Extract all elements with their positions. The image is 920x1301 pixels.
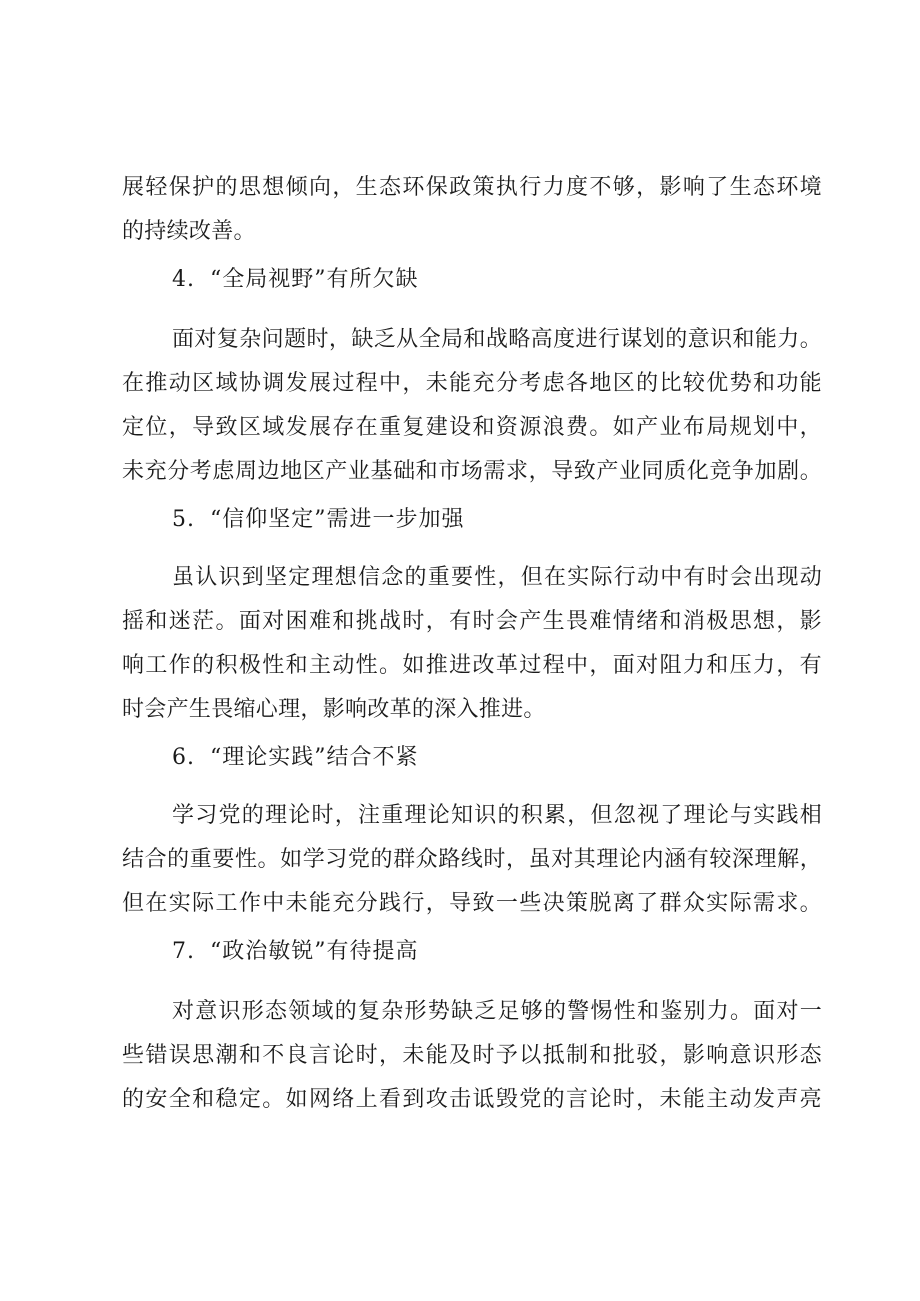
paragraph-line: 的持续改善。	[122, 219, 256, 244]
paragraph-line: 展轻保护的思想倾向，生态环保政策执行力度不够，影响了生态环境	[122, 175, 822, 200]
section-heading-7	[172, 938, 419, 966]
paragraph-line: 未充分考虑周边地区产业基础和市场需求，导致产业同质化竞争加剧。	[122, 459, 822, 484]
heading-number: 6.	[172, 745, 195, 770]
paragraph-line: 学习党的理论时，注重理论知识的积累，但忽视了理论与实践相	[172, 803, 822, 828]
heading-title: “政治敏锐”有待提高	[210, 939, 419, 964]
paragraph-line: 些错误思潮和不良言论时，未能及时予以抵制和批驳，影响意识形态	[122, 1043, 822, 1068]
paragraph-line: 的安全和稳定。如网络上看到攻击诋毁党的言论时，未能主动发声亮	[122, 1087, 822, 1112]
paragraph-line: 在推动区域协调发展过程中，未能充分考虑各地区的比较优势和功能	[122, 371, 822, 396]
paragraph-line: 摇和迷茫。面对困难和挑战时，有时会产生畏难情绪和消极思想，影	[122, 609, 822, 634]
heading-number: 4.	[172, 267, 195, 292]
section-heading-5	[172, 506, 465, 534]
section-heading-4	[172, 266, 419, 294]
heading-title: “全局视野”有所欠缺	[210, 267, 419, 292]
paragraph-line: 定位，导致区域发展存在重复建设和资源浪费。如产业布局规划中，	[122, 415, 822, 440]
heading-number: 5.	[172, 507, 195, 532]
paragraph-line: 响工作的积极性和主动性。如推进改革过程中，面对阻力和压力，有	[122, 653, 822, 678]
paragraph-line: 对意识形态领域的复杂形势缺乏足够的警惕性和鉴别力。面对一	[172, 999, 822, 1024]
section-heading-6	[172, 744, 419, 772]
paragraph-line: 时会产生畏缩心理，影响改革的深入推进。	[122, 697, 546, 722]
heading-title: “信仰坚定”需进一步加强	[210, 507, 465, 532]
paragraph-line: 但在实际工作中未能充分践行，导致一些决策脱离了群众实际需求。	[122, 891, 822, 916]
paragraph-line: 结合的重要性。如学习党的群众路线时，虽对其理论内涵有较深理解，	[122, 847, 822, 872]
paragraph-line: 面对复杂问题时，缺乏从全局和战略高度进行谋划的意识和能力。	[172, 327, 822, 352]
heading-number: 7.	[172, 939, 195, 964]
heading-title: “理论实践”结合不紧	[210, 745, 419, 770]
paragraph-line: 虽认识到坚定理想信念的重要性，但在实际行动中有时会出现动	[172, 565, 822, 590]
